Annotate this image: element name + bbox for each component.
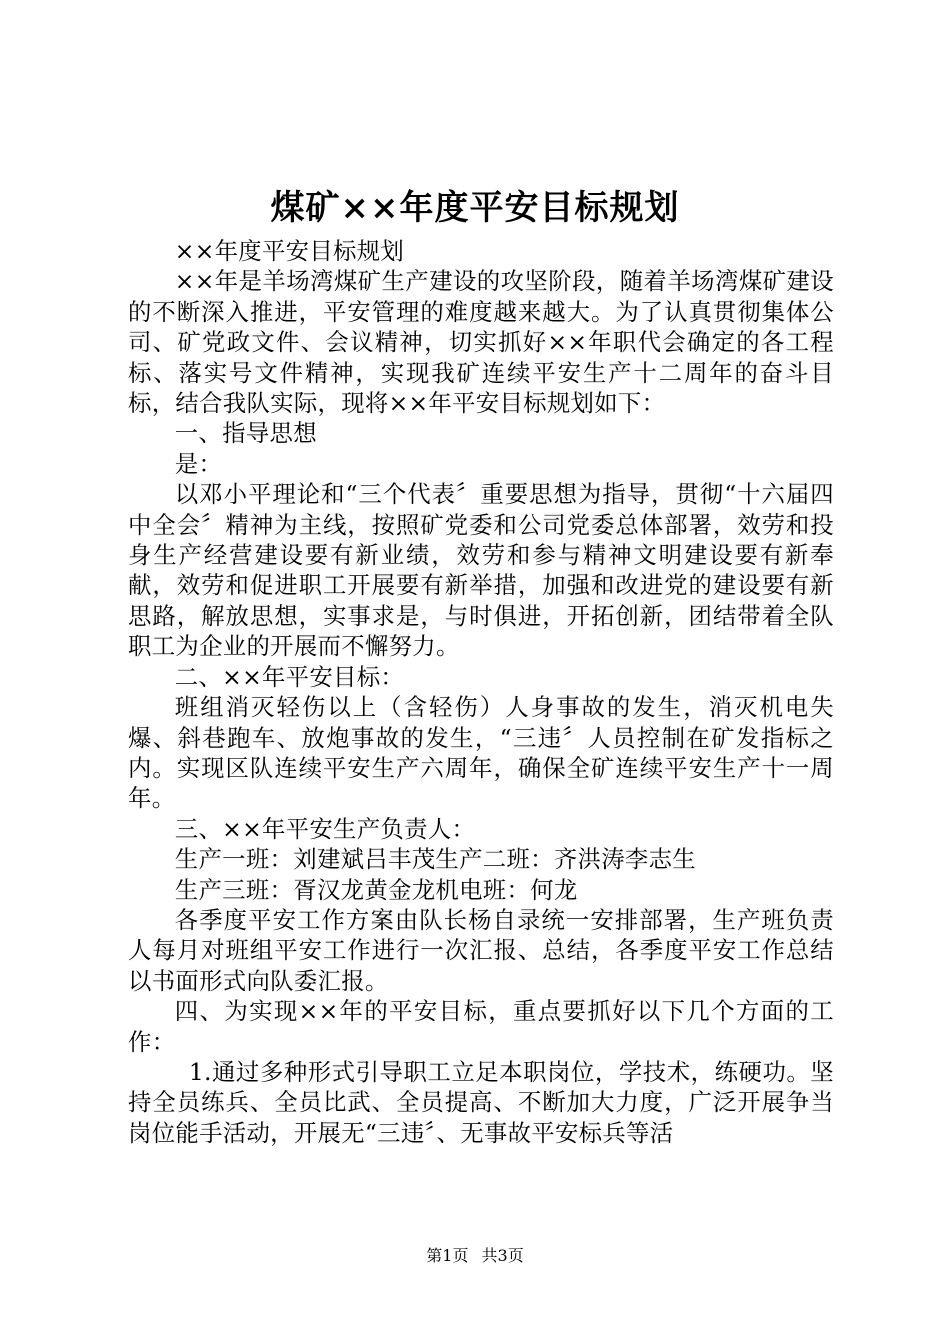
paragraph: 生产三班：胥汉龙黄金龙机电班：何龙 — [174, 875, 578, 904]
paragraph-intro: ××年是羊场湾煤矿生产建设的攻坚阶段，随着羊场湾煤矿建设的不断深入推进，平安管理的难度越来越大。为了认真贯彻集体公司、矿党政文件、会议精神，切实抓好××年职代会确定的各工程标、落实号文件精神，实现我矿连续平安生产十二周年的奋斗目标，结合我队实际，现将××年平安目标规划如下： — [128, 267, 834, 418]
paragraph: 以邓小平理论和“三个代表〞重要思想为指导，贯彻“十六届四中全会〞精神为主线，按照矿党委和公司党委总体部署，效劳和投身生产经营建设要有新业绩，效劳和参与精神文明建设要有新奉献，效劳和促进职工开展要有新举措，加强和改进党的建设要有新思路，解放思想，实事求是，与时俱进，开拓创新，团结带着全队职工为企业的开展而不懈努力。 — [128, 480, 834, 661]
paragraph-subtitle: ××年度平安目标规划 — [174, 237, 405, 265]
page-footer — [0, 1243, 950, 1266]
paragraph: 各季度平安工作方案由队长杨自录统一安排部署，生产班负责人每月对班组平安工作进行一次汇报、总结，各季度平安工作总结以书面形式向队委汇报。 — [128, 905, 834, 995]
section-heading-2: 二、××年平安目标： — [174, 662, 405, 691]
paragraph: 是： — [174, 449, 223, 478]
paragraph: 班组消灭轻伤以上（含轻伤）人身事故的发生，消灭机电失爆、斜巷跑车、放炮事故的发生，“三违〞人员控制在矿发指标之内。实现区队连续平安生产六周年，确保全矿连续平安生产十一周年。 — [128, 693, 834, 813]
section-heading-3: 三、××年平安生产负责人： — [174, 814, 476, 843]
page-number: 第1页 — [426, 1246, 469, 1265]
section-heading-4: 四、为实现××年的平安目标，重点要抓好以下几个方面的工作： — [128, 997, 834, 1056]
document-title: 煤矿××年度平安目标规划 — [270, 188, 680, 228]
section-heading-1: 一、指导思想 — [174, 419, 317, 448]
paragraph: 生产一班：刘建斌吕丰茂生产二班：齐洪涛李志生 — [174, 845, 696, 874]
page-total: 共3页 — [481, 1246, 524, 1265]
document-body — [128, 236, 834, 1148]
paragraph-numbered: 1.通过多种形式引导职工立足本职岗位，学技术，练硬功。坚持全员练兵、全员比武、全员提高、不断加大力度，广泛开展争当岗位能手活动，开展无“三违〞、无事故平安标兵等活 — [128, 1057, 834, 1147]
